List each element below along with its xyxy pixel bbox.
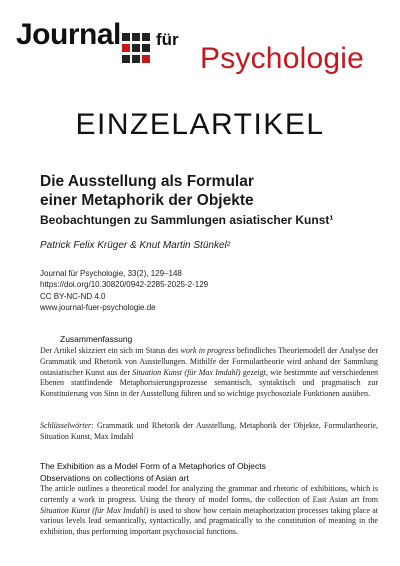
abstract-de-emphasis: Situation Kunst (für Max Imdahl): [132, 367, 241, 377]
abstract-de-part: Der Artikel skizziert ein sich im Status des: [40, 346, 181, 355]
meta-doi-link[interactable]: https://doi.org/10.30820/0942-2285-2025-2-129: [40, 280, 209, 290]
logo-squares-icon: [122, 33, 152, 67]
logo-square: [132, 33, 140, 41]
abstract-de-text: [40, 346, 378, 400]
logo-square: [122, 33, 130, 41]
meta-license: CC BY-NC-ND 4.0: [40, 291, 106, 301]
article-meta: [40, 268, 208, 314]
logo-square: [132, 44, 140, 52]
article-title-line: einer Metaphorik der Objekte: [40, 192, 254, 209]
abstract-en-title: The Exhibition as a Model Form of a Metaphorics of Objects: [40, 461, 266, 471]
article-authors: Patrick Felix Krüger & Knut Martin Stünkel²: [40, 240, 231, 251]
abstract-en-part: The article outlines a theoretical model for analyzing the grammar and rhetoric of exhibitions, which is currently a work in progress. Using the theory of model forms, the collection of East Asian art from: [40, 484, 378, 504]
abstract-en-emphasis: Situation Kunst (für Max Imdahl): [40, 505, 149, 515]
abstract-de-emphasis: work in progress: [180, 346, 235, 355]
keywords-text: Grammatik und Rhetorik der Ausstellung, Metaphorik der Objekte, Formulartheorie, Situation Kunst, Max Imdahl: [40, 421, 378, 441]
logo-square: [132, 55, 140, 63]
abstract-de-part: befindliches Theoriemodell der Analyse der Grammatik und Rhetorik von Ausstellungen. Mithilfe der Formulartheorie wird anhand der Sammlung ostasiatischer Kunst aus der: [40, 346, 379, 377]
abstract-en-text: [40, 484, 378, 538]
abstract-en-part: is used to show how certain metaphorization processes taking place at various levels lead semantically, syntactically, and pragmatically to the constitution of meaning in the exhibition, thus performing important psychosocial functions.: [40, 505, 379, 537]
keywords-label: Schlüsselwörter:: [40, 421, 94, 430]
logo-square: [122, 55, 130, 63]
logo-square: [142, 44, 150, 52]
article-title-line: Die Ausstellung als Formular: [40, 173, 254, 190]
logo-fur: für: [156, 30, 179, 49]
meta-website-link[interactable]: www.journal-fuer-psychologie.de: [40, 303, 156, 313]
article-subtitle: Beobachtungen zu Sammlungen asiatischer Kunst¹: [40, 213, 334, 227]
logo-square: [122, 44, 130, 52]
abstract-de-part: gezeigt, wie bestimmte auf verschiedenen Ebenen stattfindende Metaphorisierungsprozesse semantisch, syntaktisch und pragmatisch zur Konstituierung von Sinn in der Ausstellung führen und so wichtige psychosoziale Funktionen ausüben.: [40, 367, 379, 399]
abstract-en-subtitle: Observations on collections of Asian art: [40, 473, 189, 483]
keywords: [40, 421, 378, 443]
logo-square: [142, 55, 150, 63]
meta-citation: Journal für Psychologie, 33(2), 129–148: [40, 269, 182, 278]
logo-square: [142, 33, 150, 41]
logo-psychologie: Psychologie: [200, 42, 364, 75]
logo-journal: Journal: [16, 18, 121, 51]
page-heading: EINZELARTIKEL: [75, 108, 325, 141]
article-title: [40, 172, 380, 210]
abstract-de-title: Zusammenfassung: [60, 334, 133, 344]
